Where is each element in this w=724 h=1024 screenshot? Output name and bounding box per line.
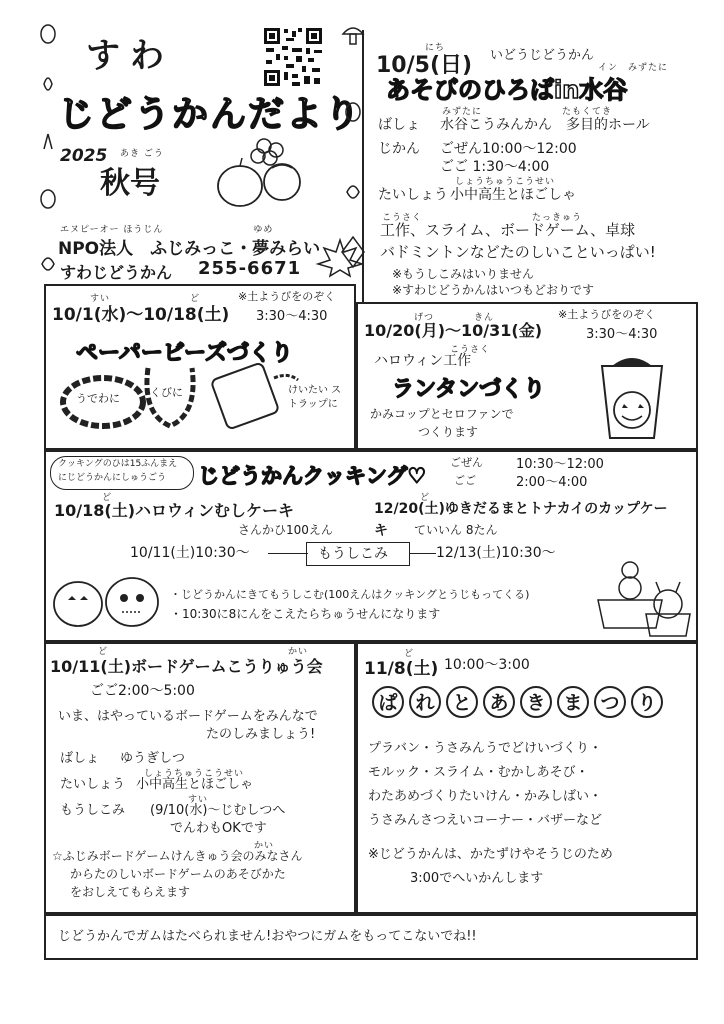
boardgame-title-ruby: ど かい	[98, 647, 309, 657]
beads-date: 10/1(水)～10/18(土)	[52, 305, 230, 325]
festival-time: 10:00～3:00	[444, 657, 530, 673]
cooking-time-pm-label: ごご	[454, 474, 476, 487]
festival-title-char: つ	[594, 686, 626, 718]
asobi-mobile-label: いどうじどうかん	[490, 48, 595, 63]
boardgame-desc-1: いま、はやっているボードゲームをみんなで	[58, 709, 318, 724]
lantern-desc-2: つくります	[418, 425, 479, 439]
festival-date: 11/8(土)	[364, 659, 439, 679]
lantern-subtitle-ruby: こうさく	[450, 345, 491, 355]
festival-title-char: ま	[557, 686, 589, 718]
festival-line-4: うさみんさつえいコーナー・バザーなど	[368, 813, 603, 828]
asobi-place-ruby: みずたに たもくてき	[442, 107, 613, 117]
beads-date-ruby: すい ど	[90, 294, 201, 304]
fruit-basket-illustration	[210, 132, 310, 212]
beads-label-necklace: くびに	[150, 386, 183, 399]
beads-time: 3:30～4:30	[256, 309, 328, 324]
festival-title-char: れ	[409, 686, 441, 718]
lantern-subtitle: ハロウィン工作	[374, 353, 472, 369]
beads-except: ※土ようびをのぞく	[238, 290, 336, 303]
title-small: すわ	[86, 36, 174, 76]
festival-title-char: あ	[483, 686, 515, 718]
boardgame-target-value: 小中高生とほごしゃ	[136, 777, 254, 792]
cooking-menu1-ruby: ど	[102, 493, 113, 503]
boardgame-apply-ruby: すい	[188, 795, 209, 805]
boardgame-star-note-1: ☆ふじみボードゲームけんきゅう会のみなさん	[52, 849, 303, 863]
cooking-apply-2: 12/13(土)10:30～	[436, 545, 556, 561]
asobi-activities-ruby: こうさく たっきゅう	[382, 213, 583, 223]
cooking-menu1-fee: さんかひ100えん	[238, 523, 333, 537]
jack-o-lantern-cup-illustration	[592, 352, 672, 444]
festival-line-3: わたあめづくりたいけん・かみしばい・	[368, 789, 603, 804]
org-ruby: エヌピーオー ほうじん ゆめ	[60, 225, 274, 235]
issue-season-ruby: あき ごう	[120, 149, 164, 159]
center-name: すわじどうかん	[60, 263, 173, 282]
boardgame-place-value: ゆうぎしつ	[120, 751, 186, 766]
festival-title-char: き	[520, 686, 552, 718]
cooking-menu-2: 12/20(土)ゆきだるまとトナカイのカップケーキ	[374, 501, 668, 540]
asobi-place-value: 水谷こうみんかん 多目的ホール	[440, 117, 650, 133]
boardgame-target-label: たいしょう	[60, 777, 126, 792]
org-name: NPO法人 ふじみっこ・夢みらい	[58, 239, 321, 259]
festival-date-ruby: ど	[404, 649, 415, 659]
asobi-target-value: 小中高生とほごしゃ	[450, 187, 576, 203]
cooking-apply-1: 10/11(土)10:30～	[130, 545, 250, 561]
cooking-menu2-ruby: ど	[420, 493, 431, 503]
asobi-time-am: ごぜん10:00～12:00	[440, 141, 577, 157]
cooking-badge-line-1: クッキングのひは15ふんまえ	[58, 459, 178, 469]
qr-code	[262, 26, 324, 88]
festival-line-2: モルック・スライム・むかしあそび・	[368, 765, 589, 780]
cooking-apply-label: もうしこみ	[318, 546, 388, 562]
boardgame-apply-value: (9/10(水)～じむしつへ	[150, 803, 286, 818]
asobi-target-ruby: しょうちゅうこうせい	[455, 177, 556, 187]
festival-title-char: り	[631, 686, 663, 718]
cooking-time-am-label: ごぜん	[450, 456, 483, 469]
cooking-title: じどうかんクッキング♡	[198, 464, 427, 488]
cooking-badge-line-2: にじどうかんにしゅうごう	[58, 473, 167, 483]
cooking-time-am: 10:30～12:00	[516, 457, 604, 472]
newsletter-title: じどうかんだより	[58, 94, 363, 135]
snowman-reindeer-cupcake-illustration	[590, 556, 694, 638]
lantern-time: 3:30～4:30	[586, 327, 658, 342]
boardgame-target-ruby: しょうちゅうこうせい	[144, 769, 245, 779]
asobi-title: あそびのひろばin水谷	[386, 76, 628, 104]
leaf-decoration-icon	[36, 24, 60, 274]
boardgame-time: ごご2:00～5:00	[90, 683, 195, 699]
festival-note-2: 3:00でへいかんします	[410, 871, 544, 886]
asobi-date: 10/5(日)	[376, 53, 473, 78]
cooking-time-pm: 2:00～4:00	[516, 475, 588, 490]
asobi-target-label: たいしょう	[378, 187, 448, 203]
festival-note-1: ※じどうかんは、かたずけやそうじのため	[368, 847, 613, 862]
lantern-desc-1: かみコップとセロファンで	[370, 407, 514, 421]
boardgame-star-ruby: かい	[254, 841, 275, 851]
halloween-cake-illustration	[50, 570, 162, 636]
boardgame-star-note-3: をおしえてもらえます	[70, 885, 191, 899]
lantern-title: ランタンづくり	[392, 377, 546, 402]
boardgame-place-label: ばしょ	[60, 751, 100, 766]
asobi-place-label: ばしょ	[378, 117, 420, 133]
footer-text: じどうかんでガムはたべられません!おやつにガムをもってこないでね!!	[58, 929, 477, 944]
asobi-title-ruby: イン みずたに	[598, 63, 669, 73]
cooking-menu-1: 10/18(土)ハロウィンむしケーキ	[54, 501, 295, 520]
festival-title	[372, 686, 668, 718]
asobi-date-ruby: にち	[425, 43, 446, 53]
asobi-time-label: じかん	[378, 141, 420, 157]
cooking-menu2-capacity: ていいん 8たん	[414, 523, 498, 537]
lantern-except: ※土ようびをのぞく	[558, 308, 656, 321]
lantern-date: 10/20(月)～10/31(金)	[364, 321, 543, 340]
cooking-note-2: ・10:30に8にんをこえたらちゅうせんになります	[170, 607, 441, 621]
cooking-apply-arrow-right	[410, 553, 436, 554]
festival-line-1: プラバン・うさみんうでどけいづくり・	[368, 741, 603, 756]
boardgame-star-note-2: からたのしいボードゲームのあそびかた	[70, 867, 286, 881]
phone-number: 255-6671	[198, 258, 302, 279]
beads-title: ペーパービーズづくり	[76, 341, 293, 366]
asobi-note-2: ※すわじどうかんはいつもどおりです	[392, 283, 595, 297]
boardgame-apply-value-2: でんわもOKです	[170, 821, 267, 836]
asobi-note-1: ※もうしこみはいりません	[392, 267, 535, 281]
issue-year: 2025	[60, 146, 108, 166]
cooking-apply-arrow-left	[268, 553, 308, 554]
asobi-time-pm: ごご 1:30～4:00	[440, 159, 550, 175]
asobi-activities-2: バドミントンなどたのしいこといっぱい!	[380, 243, 656, 261]
boardgame-apply-label: もうしこみ	[60, 803, 126, 818]
lantern-date-ruby: げつ きん	[414, 313, 495, 323]
cooking-note-1: ・じどうかんにきてもうしこむ(100えんはクッキングとうじもってくる)	[170, 588, 530, 601]
boardgame-desc-2: たのしみましょう!	[206, 727, 316, 742]
festival-title-char: と	[446, 686, 478, 718]
boardgame-title: 10/11(土)ボードゲームこうりゅう会	[50, 657, 323, 676]
festival-title-char: ぱ	[372, 686, 404, 718]
maple-leaf-icon	[316, 238, 364, 278]
beads-label-bracelet: うでわに	[76, 392, 120, 405]
issue-season: 秋号	[100, 166, 160, 201]
asobi-activities-1: 工作、スライム、ボードゲーム、卓球	[380, 221, 636, 239]
beads-label-strap: けいたい ストラップに	[288, 385, 342, 410]
